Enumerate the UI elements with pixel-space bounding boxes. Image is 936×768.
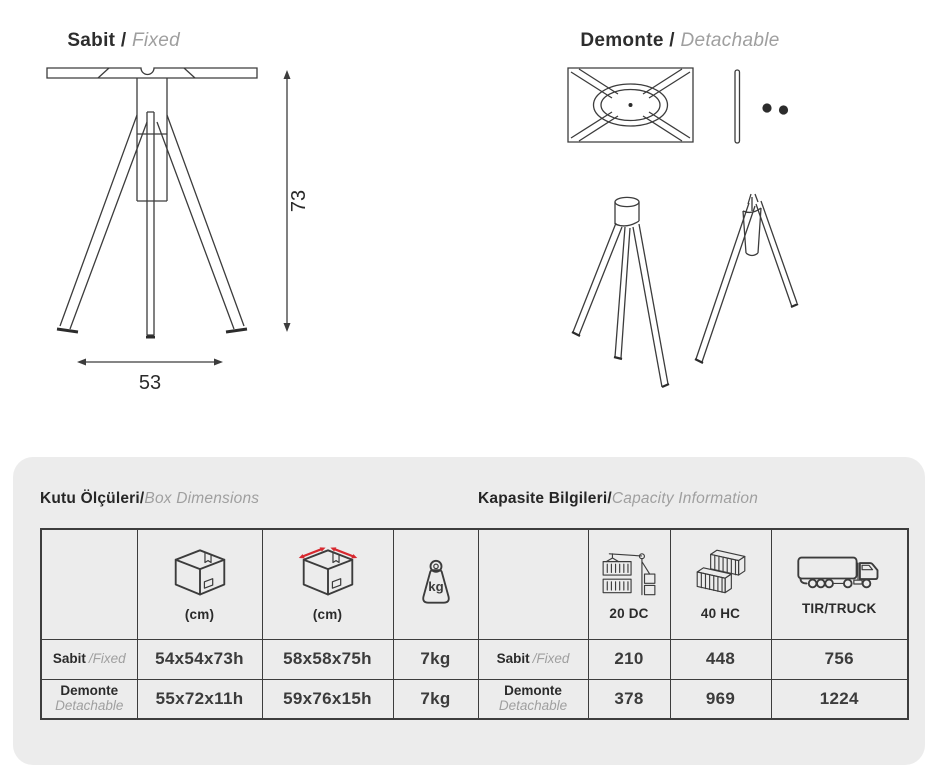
row-label-detachable: Demonte Detachable	[41, 679, 137, 719]
box-dimensions-title	[40, 490, 259, 508]
fitting-dot	[762, 103, 771, 112]
empty-header-cell	[41, 529, 137, 639]
box-cm-label: (cm)	[184, 606, 215, 622]
table-row-fixed	[41, 639, 908, 679]
dc20-detachable: 378	[588, 679, 670, 719]
stacked-containers-icon	[691, 547, 751, 599]
box-size-detachable: 55x72x11h	[137, 679, 262, 719]
capacity-title-secondary: Capacity Information	[611, 490, 759, 507]
hc40-detachable: 969	[670, 679, 771, 719]
capacity-title	[478, 490, 758, 508]
capacity-row-label-detachable: Demonte Detachable	[478, 679, 588, 719]
outer-box-size-detachable: 59x76x15h	[262, 679, 393, 719]
spec-table	[40, 528, 909, 720]
hc40-fixed: 448	[670, 639, 771, 679]
info-panel	[13, 457, 925, 765]
table-row-detachable	[41, 679, 908, 719]
box-measure-icon	[297, 547, 359, 600]
detachable-heading-separator: /	[663, 30, 681, 51]
dc20-fixed: 210	[588, 639, 670, 679]
weight-kg-icon	[414, 558, 458, 611]
fixed-base-drawing	[40, 58, 320, 403]
dc20-label: 20 DC	[609, 606, 649, 622]
capacity-title-primary: Kapasite Bilgileri/	[478, 490, 612, 507]
truck-icon	[795, 552, 883, 594]
outer-box-size-fixed: 58x58x75h	[262, 639, 393, 679]
hc40-header-cell	[670, 529, 771, 639]
hc40-label: 40 HC	[700, 606, 741, 622]
truck-label: TIR/TRUCK	[801, 601, 877, 617]
height-dimension-label: 73	[288, 189, 310, 213]
weight-fixed: 7kg	[393, 639, 478, 679]
box-dimensions-header-cell	[137, 529, 262, 639]
detachable-parts-drawing	[555, 58, 805, 398]
row-label-fixed: Sabit /Fixed	[41, 639, 137, 679]
outer-box-cm-label: (cm)	[312, 606, 343, 622]
truck-header-cell	[771, 529, 908, 639]
weight-detachable: 7kg	[393, 679, 478, 719]
fitting-dot	[779, 105, 788, 114]
fixed-heading-primary: Sabit	[67, 30, 116, 51]
capacity-row-label-fixed: Sabit /Fixed	[478, 639, 588, 679]
outer-box-dimensions-header-cell	[262, 529, 393, 639]
kg-icon-label: kg	[427, 578, 444, 594]
truck-detachable: 1224	[771, 679, 908, 719]
fixed-heading-separator: /	[115, 30, 133, 51]
truck-fixed: 756	[771, 639, 908, 679]
container-crane-icon	[599, 547, 659, 599]
dc20-header-cell	[588, 529, 670, 639]
table-header-row	[41, 529, 908, 639]
detachable-heading-secondary: Detachable	[680, 30, 780, 51]
box-dimensions-title-secondary: Box Dimensions	[144, 490, 260, 507]
width-dimension-label: 53	[138, 372, 162, 394]
weight-header-cell	[393, 529, 478, 639]
box-icon	[169, 547, 231, 600]
fixed-heading-secondary: Fixed	[132, 30, 180, 51]
box-size-fixed: 54x54x73h	[137, 639, 262, 679]
detachable-heading-primary: Demonte	[580, 30, 664, 51]
empty-header-cell	[478, 529, 588, 639]
box-dimensions-title-primary: Kutu Ölçüleri/	[40, 490, 145, 507]
